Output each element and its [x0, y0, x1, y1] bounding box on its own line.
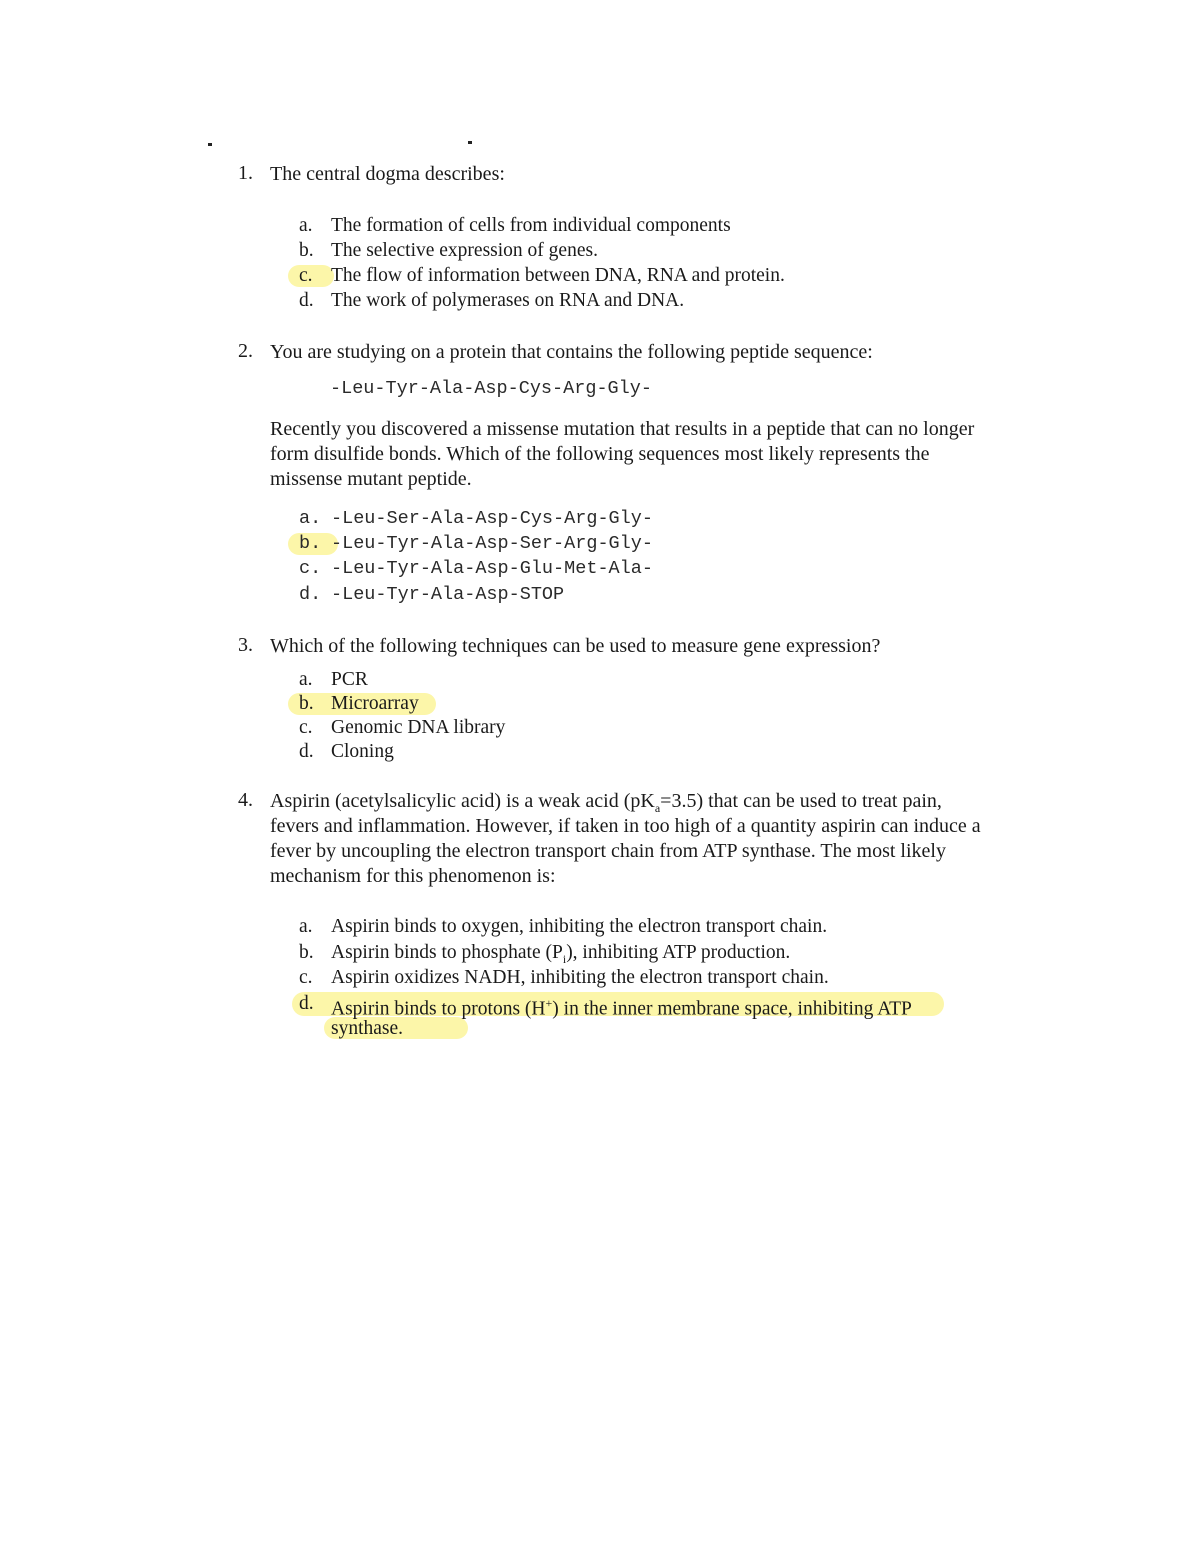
proton-superscript: + [545, 996, 553, 1010]
option-letter: d. [299, 584, 322, 605]
option-text: Genomic DNA library [331, 717, 506, 738]
question-4-number: 4. [238, 789, 253, 811]
peptide-sequence: -Leu-Tyr-Ala-Asp-Cys-Arg-Gly- [330, 378, 652, 399]
option-letter: b. [299, 942, 314, 963]
option-text-start: Aspirin binds to protons (H [331, 998, 546, 1020]
option-letter: a. [299, 508, 322, 529]
option-text: -Leu-Tyr-Ala-Asp-STOP [331, 584, 565, 605]
option-letter: c. [299, 265, 313, 286]
option-text-continued: synthase. [331, 1018, 404, 1039]
option-letter: b. [299, 533, 322, 554]
option-text: Cloning [331, 741, 394, 762]
question-2-prompt: You are studying on a protein that contains the following peptide sequence: [270, 341, 873, 363]
option-text-start: Aspirin binds to phosphate (P [331, 942, 563, 963]
option-letter: c. [299, 717, 313, 738]
option-letter: d. [299, 993, 314, 1014]
question-3-prompt: Which of the following techniques can be used to measure gene expression? [270, 635, 881, 657]
option-text: -Leu-Tyr-Ala-Asp-Ser-Arg-Gly- [331, 533, 653, 554]
option-text: PCR [331, 669, 368, 690]
question-4-prompt-start: Aspirin (acetylsalicylic acid) is a weak acid (pK [270, 790, 655, 812]
option-text: Microarray [331, 693, 419, 714]
option-text: The selective expression of genes. [331, 240, 598, 261]
option-letter: b. [299, 240, 314, 261]
question-4-prompt-end: =3.5) that can be used to treat pain, [660, 790, 942, 812]
option-text-end: ) in the inner membrane space, inhibiting ATP [552, 998, 912, 1020]
option-text-end: ), inhibiting ATP production. [566, 942, 791, 963]
pi-subscript: i [562, 951, 567, 966]
option-text: -Leu-Tyr-Ala-Asp-Glu-Met-Ala- [331, 558, 653, 579]
question-2-number: 2. [238, 340, 253, 362]
option-letter: b. [299, 693, 314, 714]
question-4-option-d-line2 [331, 1016, 403, 1041]
question-2-body: Recently you discovered a missense mutation that results in a peptide that can no longer form disulfide bonds. Which of the following sequences most likely represents the missense mutant peptide. [270, 418, 975, 490]
option-text: -Leu-Ser-Ala-Asp-Cys-Arg-Gly- [331, 508, 653, 529]
scan-artifact-right [468, 141, 472, 144]
option-letter: c. [299, 967, 313, 988]
option-text [331, 991, 912, 1022]
question-1-prompt: The central dogma describes: [270, 163, 505, 185]
option-letter: d. [299, 290, 314, 311]
option-letter: a. [299, 215, 313, 236]
option-text: The flow of information between DNA, RNA and protein. [331, 265, 785, 286]
option-text: Aspirin oxidizes NADH, inhibiting the electron transport chain. [331, 967, 829, 988]
question-3-number: 3. [238, 634, 253, 656]
scan-artifact-left [208, 143, 212, 146]
question-4-prompt-rest: fevers and inflammation. However, if taken in too high of a quantity aspirin can induce a fever by uncoupling the electron transport chain from ATP synthase. The most likely mechanism for this phenomenon is: [270, 815, 981, 887]
option-letter: d. [299, 741, 314, 762]
pka-subscript: a [654, 801, 661, 815]
option-letter: a. [299, 916, 313, 937]
option-text: The formation of cells from individual components [331, 215, 731, 236]
option-text: The work of polymerases on RNA and DNA. [331, 290, 685, 311]
option-letter: a. [299, 669, 313, 690]
option-text: Aspirin binds to oxygen, inhibiting the electron transport chain. [331, 916, 828, 937]
option-letter: c. [299, 558, 322, 579]
question-1-number: 1. [238, 162, 253, 184]
